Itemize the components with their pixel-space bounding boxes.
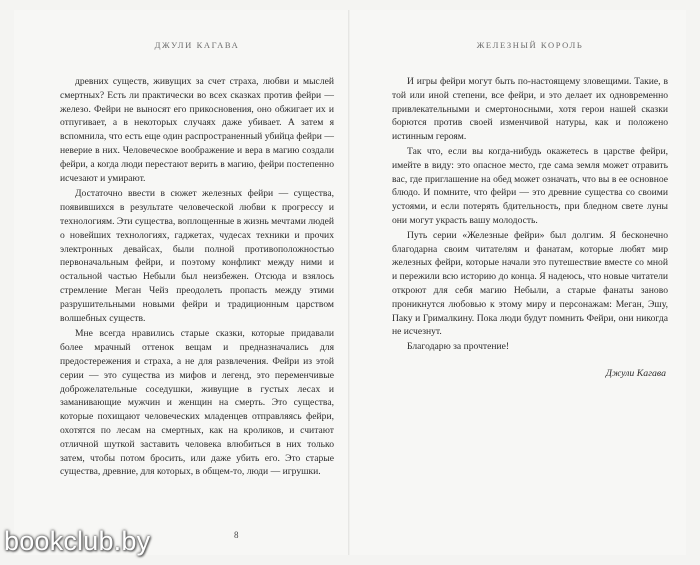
watermark: bookclub.by: [4, 526, 151, 556]
author-signature: Джули Кагава: [605, 367, 666, 379]
paragraph: Достаточно ввести в сюжет железных фейри — существа, появившихся в результате человеческой любви к прогрессу и технологиям. Эти существа, воплощенные в жизнь мечтами людей о новейших технологиях, гаджетах, чудесах техники и прочих электронных девайсах, были полной противоположностью первоначальным фейри, и поэтому конфликт между ними и остальной частью Небыли был неизбежен. Отсюда и взялось стремление Меган Чейз преодолеть пропасть между этими разрушительными новыми фейри и традиционным царством волшебных существ.: [60, 188, 334, 324]
page-number: 8: [234, 530, 239, 540]
paragraph: древних существ, живущих за счет страха, любви и мыслей смертных? Есть ли практически во всех сказках против фейри — железо. Фейри не выносят его прикосновения, оно обжигает их и отпугивает, а в некоторых случаях даже убивает. А затем я вспомнила, что есть еще один распространенный убийца фейри — неверие в них. Человеческое воображение и вера в магию создали фейри, а когда люди перестают верить в магию, фейри постепенно исчезают и умирают.: [60, 76, 334, 184]
right-running-head: ЖЕЛЕЗНЫЙ КОРОЛЬ: [476, 40, 584, 50]
paragraph: Благодарю за прочтение!: [407, 341, 510, 353]
book-spread: [14, 10, 686, 555]
paragraph: Так что, если вы когда-нибудь окажетесь в царстве фейри, имейте в виду: это опасное место, где сама земля может отравить вас, где приглашение на обед может означать, что вы в ее основное блюдо. И помните, что фейри — это древние существа со своими устоями, и если потерять бдительность, при бледном свете луны они могут украсть вашу молодость.: [392, 145, 668, 226]
book-gutter: [348, 10, 350, 555]
left-running-head: ДЖУЛИ КАГАВА: [154, 40, 240, 50]
right-page-text: [392, 75, 668, 379]
paragraph: Путь серии «Железные фейри» был долгим. Я бесконечно благодарна своим читателям и фанатам, которые любят мир железных фейри, которые начали это путешествие вместе со мной и пережили всю историю до конца. Я надеюсь, что новые читатели откроют для себя магию Небыли, а старые фанаты заново проникнутся любовью к этому миру и персонажам: Меган, Эшу, Паку и Грималкину. Пока люди будут помнить Фейри, они никогда не исчезнут.: [392, 229, 668, 338]
paragraph: И игры фейри могут быть по-настоящему зловещими. Такие, в той или иной степени, все фейри, и это делает их одновременно привлекательными и смертоносными, хотя герои нашей сказки борются против своей изменчивой натуры, как и положено истинным героям.: [392, 76, 668, 143]
paragraph: Мне всегда нравились старые сказки, которые придавали более мрачный оттенок вещам и предназначались для предостережения и страха, а не для развлечения. Фейри из этой серии — это существа из мифов и легенд, это переменчивые доброжелательные соседушки, живущие в густых лесах и заманивающие мужчин и женщин на смерть. Это существа, которые похищают человеческих младенцев отправляясь фейри, охотятся по лесам на смертных, как на кроликов, и считают отличной шуткой заставить человека влюбиться в них только затем, чтобы потом бросить, или даже убить его. Это старые существа, древние, для которых, в общем-то, люди — игрушки.: [60, 328, 334, 478]
left-page-text: [60, 75, 334, 479]
